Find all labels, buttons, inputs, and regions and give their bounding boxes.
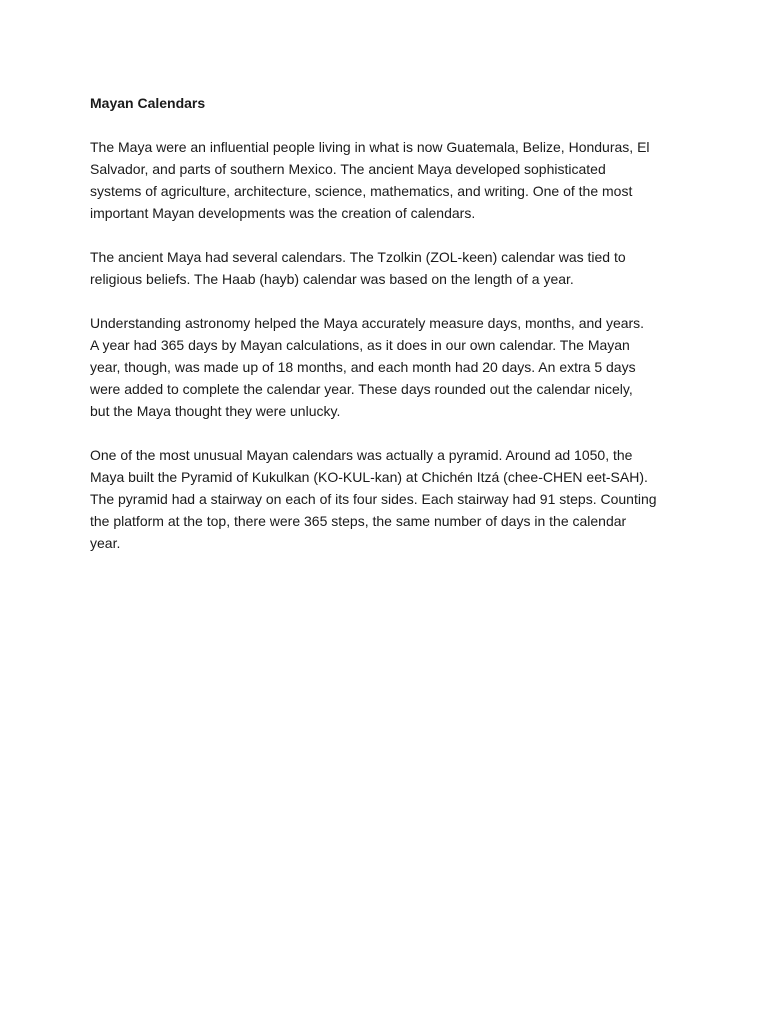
document-title: Mayan Calendars	[90, 95, 206, 111]
paragraph-calendars: The ancient Maya had several calendars. The Tzolkin (ZOL-keen) calendar was tied to religious beliefs. The Haab (hayb) calendar was based on the length of a year.	[90, 249, 626, 287]
paragraph-astronomy: Understanding astronomy helped the Maya accurately measure days, months, and years. A year had 365 days by Mayan calculations, as it does in our own calendar. The Mayan year, though, was made up of 18 months, and each month had 20 days. An extra 5 days were added to complete the calendar year. These days rounded out the calendar nicely, but the Maya thought they were unlucky.	[90, 315, 645, 419]
paragraph-intro: The Maya were an influential people living in what is now Guatemala, Belize, Honduras, El Salvador, and parts of southern Mexico. The ancient Maya developed sophisticated systems of agriculture, architecture, science, mathematics, and writing. One of the most important Mayan developments was the creation of calendars.	[90, 139, 650, 221]
paragraph-pyramid: One of the most unusual Mayan calendars was actually a pyramid. Around ad 1050, the Maya built the Pyramid of Kukulkan (KO-KUL-kan) at Chichén Itzá (chee-CHEN eet-SAH). The pyramid had a stairway on each of its four sides. Each stairway had 91 steps. Counting the platform at the top, there were 365 steps, the same number of days in the calendar year.	[90, 447, 657, 551]
